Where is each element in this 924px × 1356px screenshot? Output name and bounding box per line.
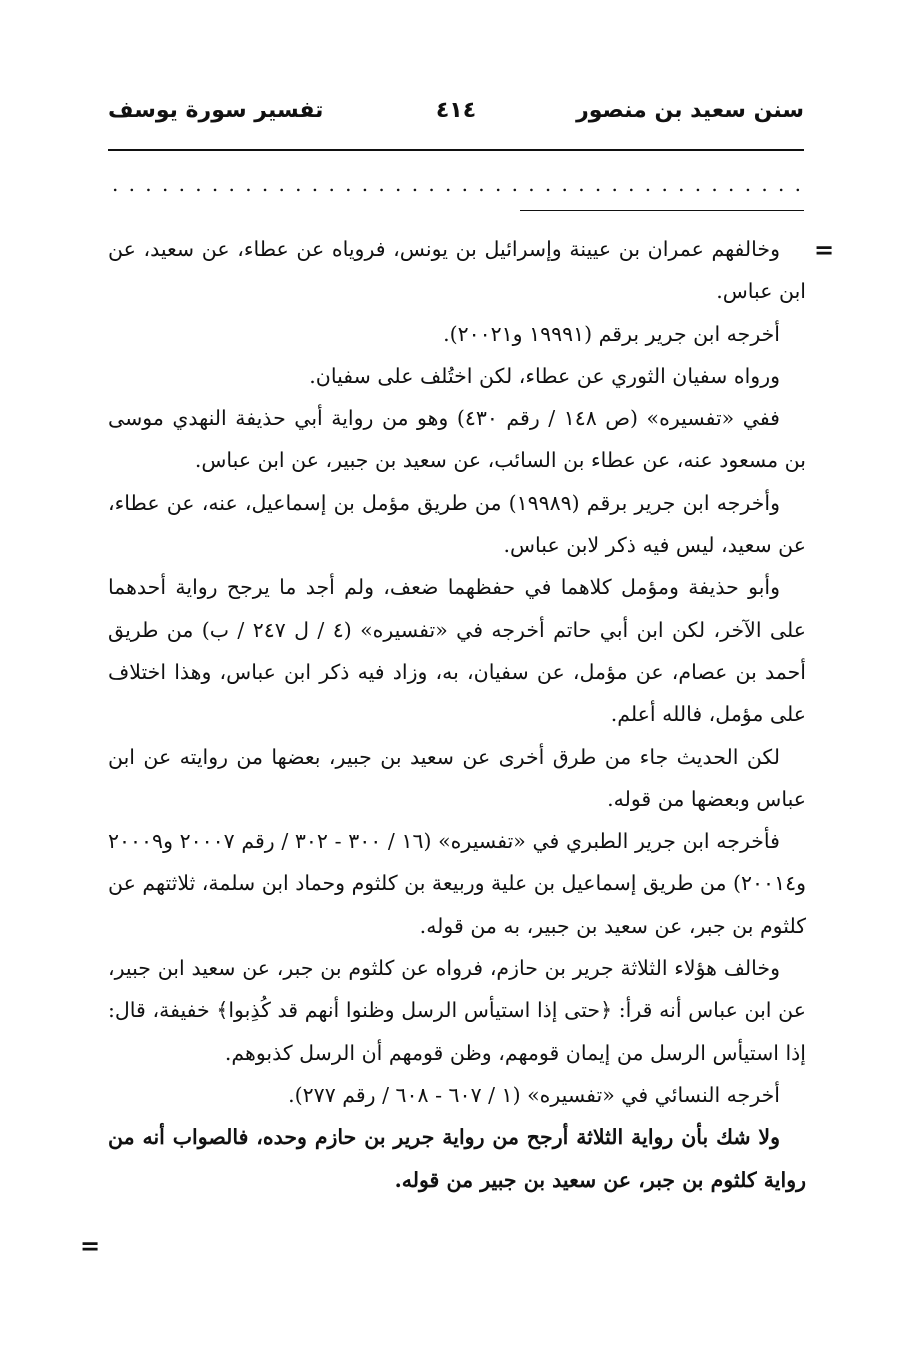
running-header <box>108 92 804 140</box>
paragraph-3: ورواه سفيان الثوري عن عطاء، لكن اختُلف على سفيان. <box>309 363 780 388</box>
paragraph-6: وأبو حذيفة ومؤمل كلاهما في حفظهما ضعف، ولم أجد ما يرجح رواية أحدهما على الآخر، لكن ابن أبي حاتم أخرجه في «تفسيره» (٤ / ل ٢٤٧ / ب) من طريق أحمد بن عصام، عن مؤمل، عن سفيان، به، وزاد فيه ذكر ابن عباس، وهذا اختلاف على مؤمل، فالله أعلم. <box>108 575 806 727</box>
paragraph-7: لكن الحديث جاء من طرق أخرى عن سعيد بن جبير، بعضها من روايته عن ابن عباس وبعضها من قوله. <box>108 744 806 811</box>
paragraph-10: أخرجه النسائي في «تفسيره» (١ / ٦٠٧ - ٦٠٨ / رقم ٢٧٧). <box>288 1082 780 1107</box>
paragraph-8: فأخرجه ابن جرير الطبري في «تفسيره» (١٦ / ٣٠٠ - ٣٠٢ / رقم ٢٠٠٠٧ و٢٠٠٠٩ و٢٠٠١٤) من طريق إسماعيل بن علية وربيعة بن كلثوم وحماد ابن سلمة، ثلاثتهم عن كلثوم بن جبر، عن سعيد بن جبير، به من قوله. <box>108 829 806 938</box>
header-rule <box>108 149 804 151</box>
page-number: ٤١٤ <box>435 98 477 123</box>
book-title: سنن سعيد بن منصور <box>576 98 804 123</box>
ellipsis-row: . . . . . . . . . . . . . . . . . . . . . . . . . . . . . . . . . . . . . . . . . . <box>112 172 802 196</box>
paragraph-11: ولا شك بأن رواية الثلاثة أرجح من رواية جرير بن حازم وحده، فالصواب أنه من رواية كلثوم بن جبر، عن سعيد بن جبير من قوله. <box>108 1125 806 1192</box>
paragraph-2: أخرجه ابن جرير برقم (١٩٩٩١ و٢٠٠٢١). <box>443 321 780 346</box>
paragraph-4: ففي «تفسيره» (ص ١٤٨ / رقم ٤٣٠) وهو من رواية أبي حذيفة النهدي موسى بن مسعود عنه، عن عطاء بن السائب، عن سعيد بن جبير، عن ابن عباس. <box>108 406 806 473</box>
footnote-separator <box>520 210 804 211</box>
section-title: تفسير سورة يوسف <box>108 98 324 123</box>
continuation-mark-top: = <box>814 236 835 264</box>
paragraph-5: وأخرجه ابن جرير برقم (١٩٩٨٩) من طريق مؤمل بن إسماعيل، عنه، عن عطاء، عن سعيد، ليس فيه ذكر لابن عباس. <box>108 490 806 558</box>
footnote-body <box>108 228 806 1201</box>
continuation-mark-bottom: = <box>80 1232 101 1260</box>
paragraph-1: وخالفهم عمران بن عيينة وإسرائيل بن يونس، فروياه عن عطاء، عن سعيد، عن ابن عباس. <box>108 237 806 304</box>
paragraph-9: وخالف هؤلاء الثلاثة جرير بن حازم، فرواه عن كلثوم بن جبر، عن سعيد ابن جبير، عن ابن عباس أنه قرأ: ﴿حتى إذا استيأس الرسل وظنوا أنهم قد كُذِبوا﴾ خفيفة، قال: إذا استيأس الرسل من إيمان قومهم، وظن قومهم أن الرسل كذبوهم. <box>108 956 806 1065</box>
